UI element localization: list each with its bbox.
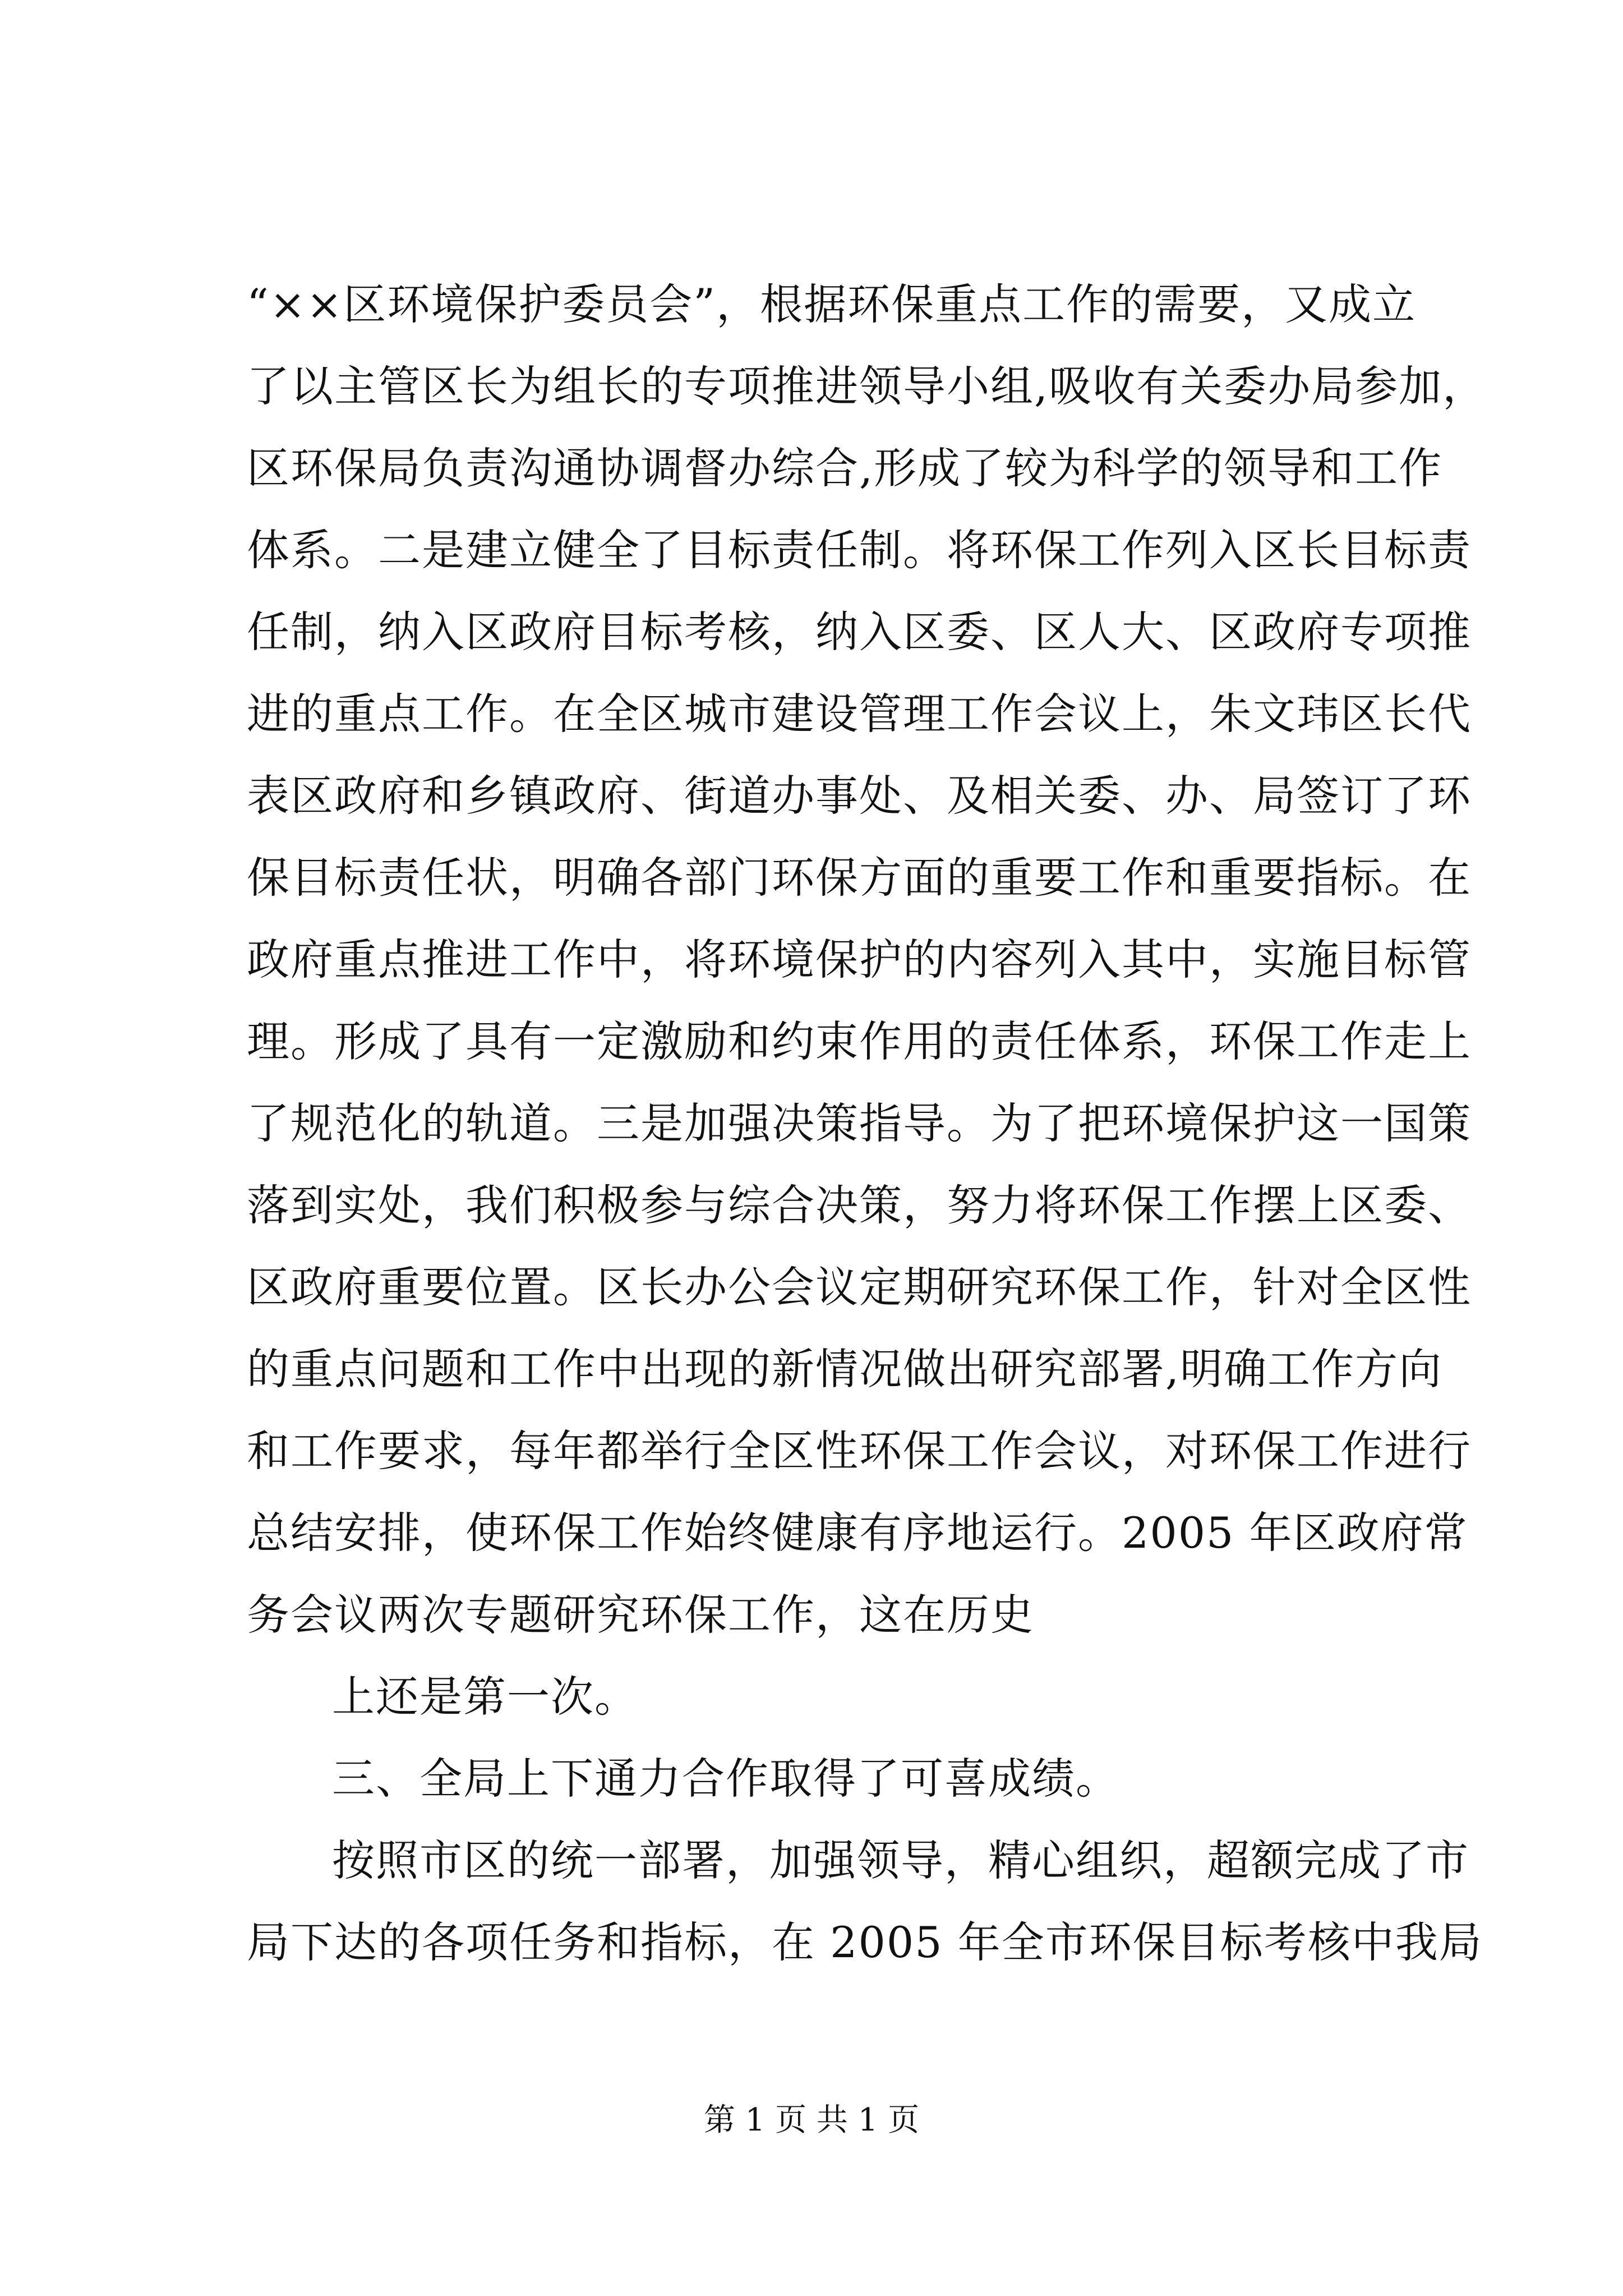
text-line: 区环保局负责沟通协调督办综合,形成了较为科学的领导和工作 (247, 443, 1443, 493)
text-line: 表区政府和乡镇政府、街道办事处、及相关委、办、局签订了环 (247, 771, 1472, 821)
page-number-footer: 第 1 页 共 1 页 (703, 2102, 920, 2138)
text-line: 上还是第一次。 (332, 1672, 638, 1722)
text-line: “××区环境保护委员会”，根据环保重点工作的需要，又成立 (247, 279, 1417, 329)
text-line: 政府重点推进工作中，将环境保护的内容列入其中，实施目标管 (247, 935, 1472, 984)
text-line: 任制，纳入区政府目标考核，纳入区委、区人大、区政府专项推 (247, 607, 1472, 657)
text-line: 总结安排，使环保工作始终健康有序地运行。2005 年区政府常 (247, 1508, 1468, 1558)
text-line: 局下达的各项任务和指标，在 2005 年全市环保目标考核中我局 (247, 1917, 1483, 1967)
section-heading: 三、全局上下通力合作取得了可喜成绩。 (332, 1754, 1119, 1803)
text-line: 和工作要求，每年都举行全区性环保工作会议，对环保工作进行 (247, 1426, 1472, 1476)
text-line: 区政府重要位置。区长办公会议定期研究环保工作，针对全区性 (247, 1262, 1472, 1312)
text-line: 了规范化的轨道。三是加强决策指导。为了把环境保护这一国策 (247, 1098, 1472, 1148)
text-line: 的重点问题和工作中出现的新情况做出研究部署,明确工作方向 (247, 1344, 1443, 1394)
text-line: 进的重点工作。在全区城市建设管理工作会议上，朱文玮区长代 (247, 689, 1472, 739)
text-line: 理。形成了具有一定激励和约束作用的责任体系，环保工作走上 (247, 1016, 1472, 1066)
text-line: 落到实处，我们积极参与综合决策，努力将环保工作摆上区委、 (247, 1180, 1472, 1230)
body-text (247, 264, 1503, 1984)
text-line: 体系。二是建立健全了目标责任制。将环保工作列入区长目标责 (247, 525, 1472, 575)
text-line: 了以主管区长为组长的专项推进领导小组,吸收有关委办局参加， (247, 361, 1487, 411)
text-line: 务会议两次专题研究环保工作，这在历史 (247, 1590, 1034, 1640)
text-line: 按照市区的统一部署，加强领导，精心组织，超额完成了市 (332, 1835, 1469, 1885)
text-line: 保目标责任状，明确各部门环保方面的重要工作和重要指标。在 (247, 853, 1472, 903)
